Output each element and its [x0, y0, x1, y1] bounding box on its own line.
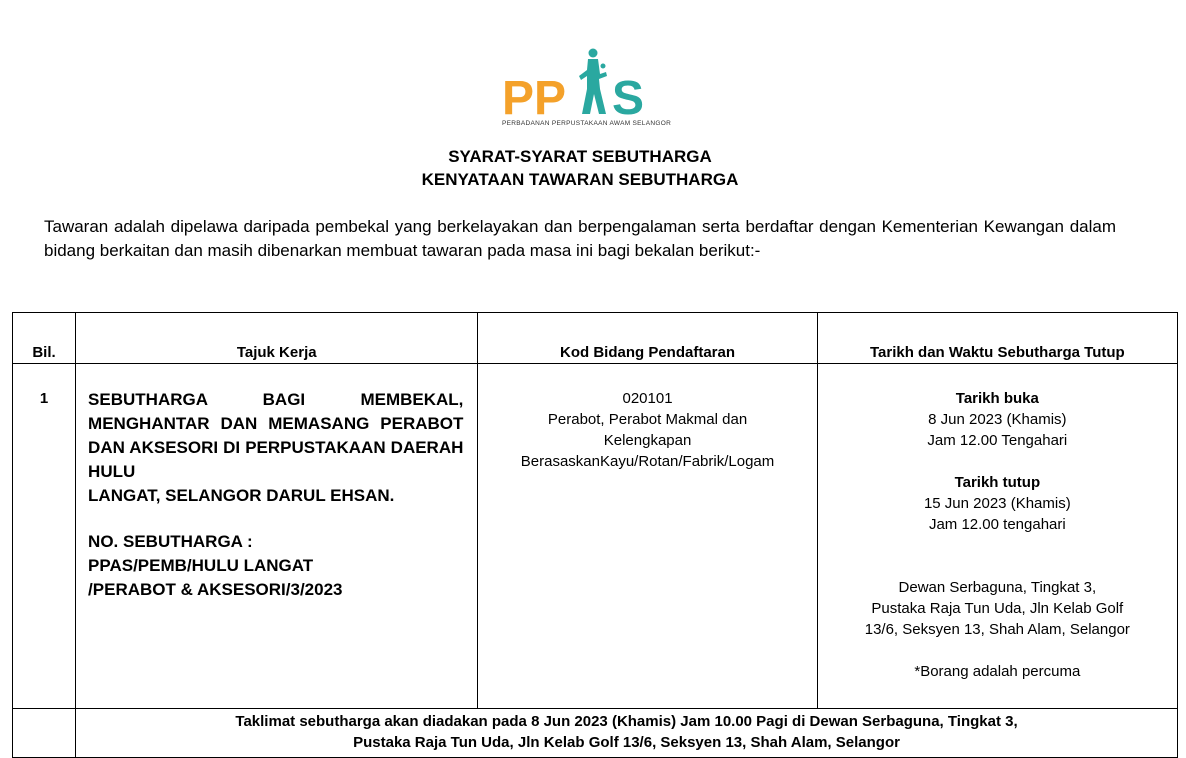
tajuk-text: SEBUTHARGA BAGI MEMBEKAL, MENGHANTAR DAN MEMASANG PERABOT DAN AKSESORI DI PERPUSTAKAAN DAERAH HULU [88, 390, 464, 481]
ppas-logo [500, 44, 672, 132]
venue-line-1: Dewan Serbaguna, Tingkat 3, [898, 579, 1097, 596]
logo-letter-p2: P [534, 72, 567, 124]
logo-letter-p1: P [502, 72, 535, 124]
taklimat-note [76, 709, 1178, 758]
table-header-row [13, 313, 1178, 364]
taklimat-line-2: Pustaka Raja Tun Uda, Jln Kelab Golf 13/6, Seksyen 13, Shah Alam, Selangor [353, 734, 900, 751]
document-title: SYARAT-SYARAT SEBUTHARGA [448, 147, 712, 166]
venue-line-3: 13/6, Seksyen 13, Shah Alam, Selangor [864, 621, 1130, 638]
header-bil: Bil. [13, 313, 76, 364]
kod-desc-3: BerasaskanKayu/Rotan/Fabrik/Logam [520, 453, 775, 470]
row-kod-bidang [478, 364, 817, 709]
row-tajuk-kerja [76, 364, 478, 709]
tarikh-buka-time: Jam 12.00 Tengahari [927, 432, 1068, 449]
kod-desc-2: Kelengkapan [603, 432, 692, 449]
borang-note: *Borang adalah percuma [914, 663, 1081, 680]
header-kod-bidang: Kod Bidang Pendaftaran [478, 313, 817, 364]
kod-number: 020101 [622, 390, 673, 407]
intro-paragraph: Tawaran adalah dipelawa daripada pembekal yang berkelayakan dan berpengalaman serta berdaftar dengan Kementerian Kewangan dalam bidang berkaitan dan masih dibenarkan membuat tawaran pada masa ini bagi bekalan berikut:- [44, 217, 1116, 260]
tarikh-buka-label: Tarikh buka [955, 390, 1039, 407]
kod-desc-1: Perabot, Perabot Makmal dan [547, 411, 748, 428]
logo-letter-s: S [612, 72, 645, 124]
tarikh-tutup-date: 15 Jun 2023 (Khamis) [923, 495, 1071, 512]
tarikh-tutup-time: Jam 12.00 tengahari [928, 516, 1066, 533]
tarikh-buka-date: 8 Jun 2023 (Khamis) [928, 411, 1067, 428]
sebutharga-no-value-cont: /PERABOT & AKSESORI/3/2023 [88, 580, 343, 599]
taklimat-line-1: Taklimat sebutharga akan diadakan pada 8 Jun 2023 (Khamis) Jam 10.00 Pagi di Dewan Serbaguna, Tingkat 3, [235, 713, 1018, 730]
ppas-logo-graphic [500, 44, 660, 124]
row-bil: 1 [13, 364, 76, 709]
tender-table [12, 312, 1178, 758]
row-tarikh [817, 364, 1177, 709]
sebutharga-no-label: NO. SEBUTHARGA : [88, 532, 253, 551]
venue-line-2: Pustaka Raja Tun Uda, Jln Kelab Golf [871, 600, 1124, 617]
tarikh-tutup-label: Tarikh tutup [954, 474, 1041, 491]
tajuk-text-end: LANGAT, SELANGOR DARUL EHSAN. [88, 486, 395, 505]
table-footer-row [13, 709, 1178, 758]
header-tajuk-kerja: Tajuk Kerja [76, 313, 478, 364]
header-tarikh-tutup: Tarikh dan Waktu Sebutharga Tutup [817, 313, 1177, 364]
document-subtitle: KENYATAAN TAWARAN SEBUTHARGA [421, 170, 739, 189]
table-row [13, 364, 1178, 709]
footer-empty-cell [13, 709, 76, 758]
logo-figure-icon [579, 49, 607, 115]
logo-subtitle: PERBADANAN PERPUSTAKAAN AWAM SELANGOR [502, 120, 672, 127]
sebutharga-no-value: PPAS/PEMB/HULU LANGAT [88, 556, 314, 575]
